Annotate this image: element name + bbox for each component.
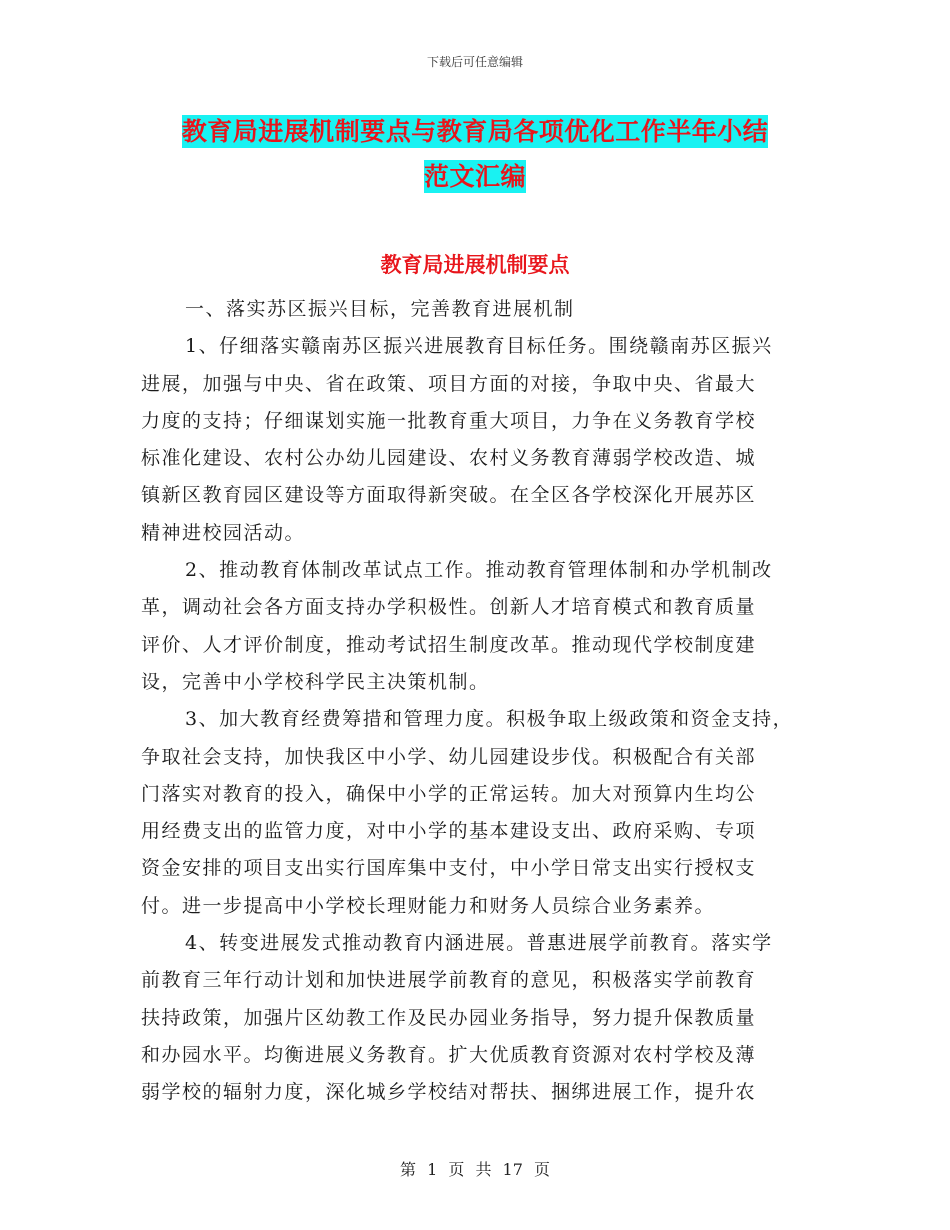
document-title-line2 [0,157,950,193]
text-line: 用经费支出的监管力度，对中小学的基本建设支出、政府采购、专项 [141,820,757,843]
text-line: 和办园水平。均衡进展义务教育。扩大优质教育资源对农村学校及薄 [141,1043,757,1066]
text-line: 评价、人才评价制度，推动考试招生制度改革。推动现代学校制度建 [141,633,757,656]
text-line: 3、加大教育经费筹措和管理力度。积极争取上级政策和资金支持， [185,708,794,731]
text-line: 1、仔细落实赣南苏区振兴进展教育目标任务。围绕赣南苏区振兴 [185,335,773,358]
title-highlight: 教育局进展机制要点与教育局各项优化工作半年小结 [181,117,769,146]
text-line: 争取社会支持，加快我区中小学、幼儿园建设步伐。积极配合有关部 [141,745,757,768]
text-line: 镇新区教育园区建设等方面取得新突破。在全区各学校深化开展苏区 [141,484,757,507]
text-line: 门落实对教育的投入，确保中小学的正常运转。加大对预算内生均公 [141,782,757,805]
text-line: 扶持政策，加强片区幼教工作及民办园业务指导，努力提升保教质量 [141,1006,757,1029]
text-line: 资金安排的项目支出实行国库集中支付，中小学日常支出实行授权支 [141,857,757,880]
text-line: 精神进校园活动。 [141,521,306,544]
text-line: 2、推动教育体制改革试点工作。推动教育管理体制和办学机制改 [185,559,773,582]
text-line: 4、转变进展发式推动教育内涵进展。普惠进展学前教育。落实学 [185,932,773,955]
text-line: 前教育三年行动计划和加快进展学前教育的意见，积极落实学前教育 [141,969,757,992]
text-line: 革，调动社会各方面支持办学积极性。创新人才培育模式和教育质量 [141,596,757,619]
page-footer: 第 1 页 共 17 页 [400,1160,550,1179]
section-heading: 教育局进展机制要点 [380,253,570,277]
document-title-line1 [0,112,950,148]
text-line: 弱学校的辐射力度，深化城乡学校结对帮扶、捆绑进展工作，提升农 [141,1081,757,1104]
header-note: 下载后可任意编辑 [426,55,523,69]
title-highlight: 范文汇编 [423,162,526,191]
text-line: 一、落实苏区振兴目标，完善教育进展机制 [185,298,575,320]
text-line: 标准化建设、农村公办幼儿园建设、农村义务教育薄弱学校改造、城 [141,447,757,470]
text-line: 付。进一步提高中小学校长理财能力和财务人员综合业务素养。 [141,894,716,917]
text-line: 设，完善中小学校科学民主决策机制。 [141,670,490,693]
document-body [141,291,813,1112]
text-line: 进展，加强与中央、省在政策、项目方面的对接，争取中央、省最大 [141,372,757,395]
text-line: 力度的支持；仔细谋划实施一批教育重大项目，力争在义务教育学校 [141,409,757,432]
